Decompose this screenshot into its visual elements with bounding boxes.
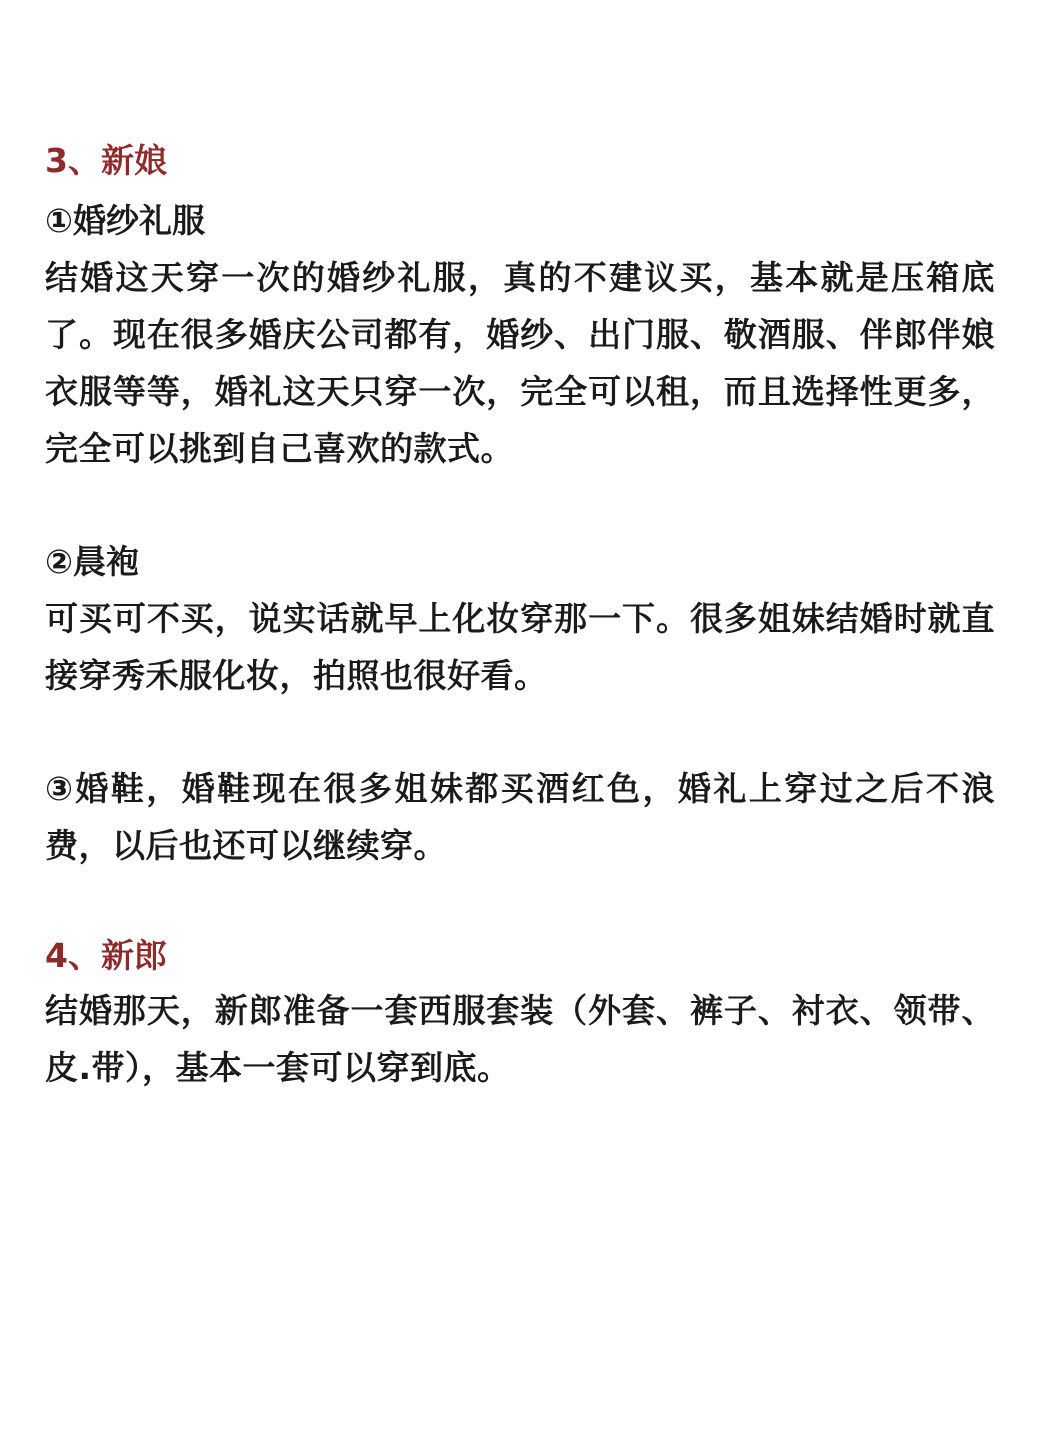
subheading-morning-robe: ②晨袍 <box>45 542 139 581</box>
spacer <box>45 477 995 533</box>
spacer <box>45 874 995 930</box>
paragraph-morning-robe: 可买可不买，说实话就早上化妆穿那一下。很多姐妹结婚时就直接穿秀禾服化妆，拍照也很好看。 <box>45 599 995 695</box>
spacer <box>45 704 995 760</box>
paragraph-groom: 结婚那天，新郎准备一套西服套装（外套、裤子、衬衣、领带、皮.带），基本一套可以穿到底。 <box>45 991 995 1087</box>
article-body <box>45 135 995 1096</box>
paragraph-wedding-dress: 结婚这天穿一次的婚纱礼服，真的不建议买，基本就是压箱底了。现在很多婚庆公司都有，婚纱、出门服、敬酒服、伴郎伴娘衣服等等，婚礼这天只穿一次，完全可以租，而且选择性更多，完全可以挑到自己喜欢的款式。 <box>45 258 995 468</box>
subheading-wedding-dress: ①婚纱礼服 <box>45 201 205 240</box>
paragraph-wedding-shoes: ③婚鞋，婚鞋现在很多姐妹都买酒红色，婚礼上穿过之后不浪费，以后也还可以继续穿。 <box>45 769 995 865</box>
section-heading-groom: 4、新郎 <box>45 936 167 975</box>
section-heading-bride: 3、新娘 <box>45 141 167 180</box>
